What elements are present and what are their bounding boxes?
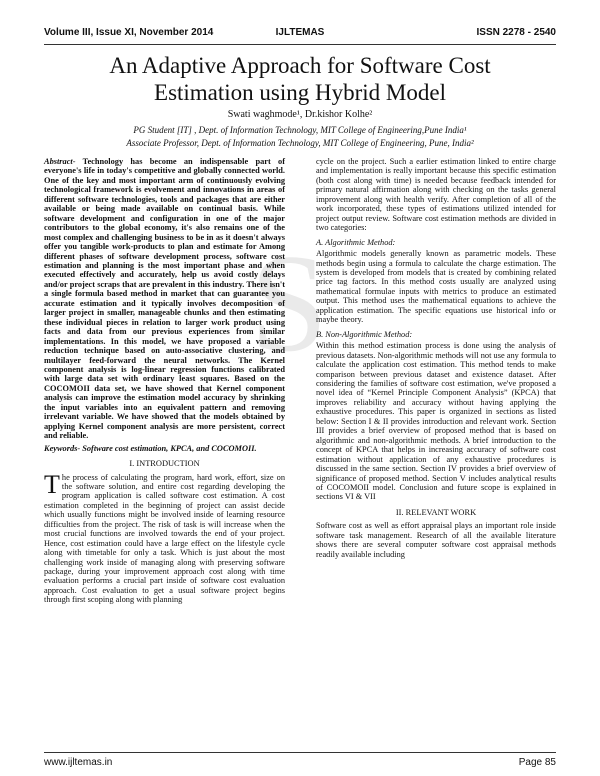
introduction-text: he process of calculating the program, hard work, effort, size on the software solution, and entire cost regarding developing the program application is called software cost estimation. A cost estimation completed in the beginning of project can assist decide which usually functions might be involved inside of learning resource difficulties from the project. The risk of task is will increase when the most crucial functions are involved towards the end of your project. Hence, cost estimation could have a large effect on the lifestyle cycle along with timetable for only a task. Which is just about the most challenging work inside of managing along with preserving software package, during your improvement approach cost along with time evaluation performs a crucial part inside of software cost evaluation approach. Cost evaluation to get a usual software project begins through first scoping along with planning [44,472,285,605]
journal-website[interactable]: www.ijltemas.in [44,757,113,768]
algorithmic-paragraph: Algorithmic models generally known as parametric models. These methods begin using a formula to calculate the charge estimation. The system is developed from models that is created by combining related price tag factors. In this method costs usually are analyzed using mathematical formulae inputs with metrics to produce an estimated output. This method uses the mathematical equations to achieve the application estimation. The specific equations use historical info or maybe theory. [316,249,556,325]
relevant-work-paragraph: Software cost as well as effort appraisal plays an important role inside software task management. Research of all the available literature shows there are several computer software cost appraisal methods readily available including [316,521,556,559]
abstract-label: Abstract- [44,157,76,166]
introduction-paragraph [44,469,285,605]
drop-cap: T [44,469,60,499]
title-line-1: An Adaptive Approach for Software Cost [109,53,491,78]
authors: Swati waghmode¹, Dr.kishor Kolhe² [227,109,373,120]
page-number: Page 85 [518,757,556,768]
issn: ISSN 2278 - 2540 [476,27,556,38]
section-heading-relevant-work: II. RELEVANT WORK [395,507,477,517]
non-algorithmic-paragraph: Within this method estimation process is done using the analysis of previous datasets. Non-algorithmic methods will not use any formula to calculate the application cost estimation. This method tends to make comparison between previous dataset and existence dataset. After considering the families of software cost estimation, we've proposed a novel idea of “Kernel Principle Component Analysis” (KPCA) that improves reliability and accuracy without having applying the exhaustive procedures. This paper is organized in sections as listed below: Section I & II provides introduction and relevant work. Section III provides a brief overview of proposed method that is based on algorithmic and non-algorithmic methods. A brief introduction to the concept of KPCA that helps in increasing accuracy of software cost estimation without application of any exhaustive procedures is discussed in the same section. Section IV provides a brief overview of significance of proposed method. Section V includes analytical results of COCOMOII model. Conclusion and future scope is explained in sections VI & VII [316,341,556,502]
abstract-text: Technology has become an indispensable part of everyone's life in today's competitive and globally connected world. One of the key and most important arm of continuously evolving technological framework is evolvement and innovations in areas of different software technologies, tools and packages that are either available or being made available on continual basis. While software development and configuration in one of the major contributors to the global economy, it's also remains one of the most complex and challenging business to be in as it doesn't always offer you tangible work-products to plan and estimate for Among different phases of software development process, software cost estimation and planning is the most important phase and when executed effectively and accurately, help us avoid costly delays and/or project scraps that are prevalent in this industry. There isn't a single formula based method in market that can guarantee you accurate estimation and it typically involves decomposition of larger project in smaller, manageable chunks and then estimating these individual pieces in relation to larger work product using facts and data from our previous experiences from similar implementations. In this model, we have proposed a variable reduction technique based on auto-associative clustering, and multilayer feed-forward the neural networks. The Kernel component analysis is log-linear regression functions calibrated with large data set with ordinary least squares. Based on the COCOMOII data set, we have showed that Kernel component analysis can improve the estimation model accuracy by shrinking the input variables into an equivalent pattern and removing irrelevant variable. We have showed that the models obtained by applying Kernel component analysis are more persistent, correct and reliable. [44,157,285,441]
subsection-heading-non-algorithmic: B. Non-Algorithmic Method: [316,329,413,339]
subsection-heading-algorithmic: A. Algorithmic Method: [316,237,396,247]
svg-text:S: S [250,230,328,381]
abstract [44,157,285,441]
left-column [44,157,285,605]
paper-title [44,52,556,106]
keywords: Keywords- Software cost estimation, KPCA, and COCOMOII. [44,443,257,453]
page-footer [44,752,556,769]
affiliation-2: Associate Professor, Dept. of Information Technology, MIT College of Engineering, Pune, India² [126,138,474,148]
section-heading-introduction: I. INTRODUCTION [129,459,200,469]
journal-name: IJLTEMAS [275,27,325,38]
page-header [44,27,556,45]
title-line-2: Estimation using Hybrid Model [154,80,446,105]
header-rule [44,44,556,45]
right-column [316,157,556,559]
journal-volume: Volume III, Issue XI, November 2014 [44,27,214,38]
introduction-continued: cycle on the project. Such a earlier estimation linked to entire charge and implementation is really important because this specific estimation (both cost along with time) is needed because feedback intended for primary natural affirmation along with checking on the tasks general improvement along with health verify. After completion of all of the work incorporated, these types of estimations utilized intended for project output review. Software cost estimation methods are divided in two categories: [316,157,556,233]
affiliation-1: PG Student [IT] , Dept. of Information Technology, MIT College of Engineering,Pune India¹ [133,125,467,135]
